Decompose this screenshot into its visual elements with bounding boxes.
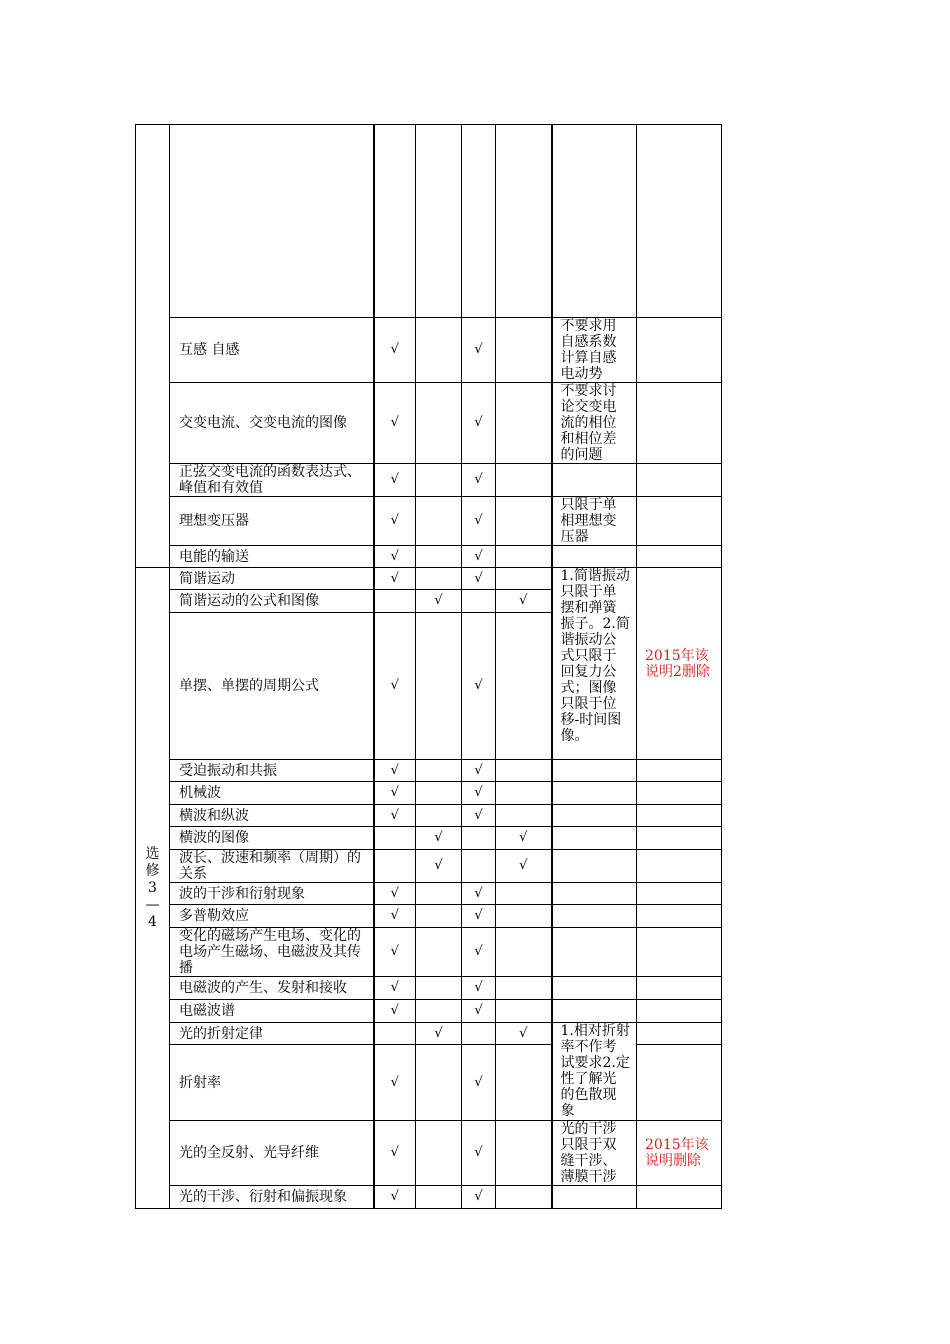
req-col-3: [462, 125, 496, 318]
topic-cell: 多普勒效应: [170, 905, 374, 928]
req-col-2: [416, 383, 462, 464]
req-col-4: [496, 782, 552, 805]
topic-cell: 横波和纵波: [170, 805, 374, 827]
table-row: [136, 1121, 722, 1186]
remark-cell: [637, 383, 722, 464]
req-col-1: √: [374, 760, 416, 782]
topic-cell: 简谐运动的公式和图像: [170, 590, 374, 613]
req-col-1: [374, 1023, 416, 1045]
note-cell: [552, 1000, 637, 1023]
table-row: [136, 546, 722, 568]
topic-cell: 交变电流、交变电流的图像: [170, 383, 374, 464]
req-col-1: [374, 827, 416, 850]
remark-cell: [637, 805, 722, 827]
req-col-3: √: [462, 977, 496, 1000]
remark-cell: [637, 497, 722, 546]
req-col-3: √: [462, 546, 496, 568]
topic-cell: 正弦交变电流的函数表达式、峰值和有效值: [170, 464, 374, 497]
note-cell: [552, 827, 637, 850]
req-col-1: √: [374, 883, 416, 905]
req-col-2: [416, 760, 462, 782]
req-col-2: [416, 546, 462, 568]
topic-cell: 受迫振动和共振: [170, 760, 374, 782]
note-cell: [552, 760, 637, 782]
req-col-3: √: [462, 883, 496, 905]
req-col-3: [462, 850, 496, 883]
remark-cell: [637, 546, 722, 568]
table-row: [136, 977, 722, 1000]
req-col-4: [496, 1186, 552, 1209]
note-cell: [552, 905, 637, 928]
req-col-3: √: [462, 464, 496, 497]
req-col-2: [416, 1121, 462, 1186]
req-col-1: √: [374, 497, 416, 546]
topic-cell: 电磁波谱: [170, 1000, 374, 1023]
remark-cell: [637, 1186, 722, 1209]
remark-cell: [637, 928, 722, 977]
remark-cell: [637, 318, 722, 383]
req-col-3: √: [462, 613, 496, 760]
table-row: [136, 125, 722, 318]
topic-cell: 简谐运动: [170, 568, 374, 590]
req-col-2: [416, 883, 462, 905]
req-col-4: √: [496, 850, 552, 883]
req-col-2: [416, 613, 462, 760]
req-col-2: √: [416, 827, 462, 850]
req-col-3: √: [462, 1000, 496, 1023]
req-col-3: √: [462, 805, 496, 827]
remark-cell: [637, 760, 722, 782]
remark-cell: [637, 1045, 722, 1121]
remark-cell: [637, 883, 722, 905]
req-col-1: √: [374, 977, 416, 1000]
syllabus-table: [135, 124, 722, 1209]
req-col-1: [374, 125, 416, 318]
note-cell: [552, 928, 637, 977]
req-col-2: [416, 1000, 462, 1023]
remark-cell: [637, 782, 722, 805]
req-col-3: √: [462, 782, 496, 805]
req-col-2: [416, 805, 462, 827]
remark-cell: [637, 464, 722, 497]
table-row: [136, 568, 722, 590]
req-col-2: [416, 928, 462, 977]
note-cell: [552, 782, 637, 805]
table-row: [136, 905, 722, 928]
table-row: [136, 850, 722, 883]
req-col-2: √: [416, 1023, 462, 1045]
req-col-4: [496, 1000, 552, 1023]
req-col-2: [416, 464, 462, 497]
req-col-4: [496, 805, 552, 827]
req-col-1: [374, 850, 416, 883]
req-col-3: √: [462, 1186, 496, 1209]
req-col-4: [496, 905, 552, 928]
table-row: [136, 1186, 722, 1209]
topic-cell: 电能的输送: [170, 546, 374, 568]
table-row: [136, 1000, 722, 1023]
remark-cell-interference: 2015年该说明删除: [637, 1121, 722, 1186]
section-label-cell: [136, 568, 170, 1209]
note-cell: [552, 883, 637, 905]
section-cell-continued: [136, 125, 170, 568]
req-col-2: [416, 1045, 462, 1121]
req-col-3: √: [462, 760, 496, 782]
req-col-3: √: [462, 1121, 496, 1186]
topic-cell: 变化的磁场产生电场、变化的电场产生磁场、电磁波及其传播: [170, 928, 374, 977]
req-col-2: [416, 318, 462, 383]
req-col-4: [496, 318, 552, 383]
req-col-4: [496, 568, 552, 590]
req-col-1: √: [374, 782, 416, 805]
req-col-4: √: [496, 827, 552, 850]
req-col-4: [496, 125, 552, 318]
req-col-1: √: [374, 1186, 416, 1209]
req-col-3: √: [462, 568, 496, 590]
table-row: [136, 383, 722, 464]
req-col-1: √: [374, 318, 416, 383]
req-col-2: [416, 782, 462, 805]
note-cell: [552, 546, 637, 568]
topic-cell: 光的折射定律: [170, 1023, 374, 1045]
note-cell: 只限于单相理想变压器: [552, 497, 637, 546]
req-col-3: √: [462, 318, 496, 383]
req-col-4: [496, 977, 552, 1000]
topic-cell: 电磁波的产生、发射和接收: [170, 977, 374, 1000]
topic-cell: 互感 自感: [170, 318, 374, 383]
req-col-4: [496, 760, 552, 782]
table-row: [136, 928, 722, 977]
req-col-1: √: [374, 1045, 416, 1121]
req-col-4: [496, 928, 552, 977]
remark-cell: [637, 977, 722, 1000]
syllabus-table-page: [135, 124, 721, 1207]
note-cell-vibration: 1.简谐振动只限于单摆和弹簧振子。2.简谐振动公式只限于回复力公式；图像只限于位移-时间图像。: [552, 568, 637, 760]
topic-cell: 理想变压器: [170, 497, 374, 546]
note-cell-interference: 光的干涉只限于双缝干涉、薄膜干涉: [552, 1121, 637, 1186]
note-cell: [552, 1186, 637, 1209]
note-cell: 不要求讨论交变电流的相位和相位差的问题: [552, 383, 637, 464]
req-col-3: √: [462, 928, 496, 977]
table-row: [136, 464, 722, 497]
req-col-2: [416, 125, 462, 318]
topic-cell: 光的干涉、衍射和偏振现象: [170, 1186, 374, 1209]
req-col-2: √: [416, 590, 462, 613]
req-col-4: [496, 1045, 552, 1121]
remark-cell-vibration: 2015年该说明2删除: [637, 568, 722, 760]
req-col-1: √: [374, 464, 416, 497]
remark-cell: [637, 905, 722, 928]
topic-cell: 光的全反射、光导纤维: [170, 1121, 374, 1186]
req-col-2: [416, 1186, 462, 1209]
req-col-4: √: [496, 1023, 552, 1045]
req-col-3: √: [462, 497, 496, 546]
req-col-1: √: [374, 1000, 416, 1023]
req-col-4: √: [496, 590, 552, 613]
req-col-1: [374, 590, 416, 613]
req-col-4: [496, 613, 552, 760]
req-col-4: [496, 464, 552, 497]
req-col-3: √: [462, 1045, 496, 1121]
req-col-4: [496, 546, 552, 568]
table-row: [136, 497, 722, 546]
note-cell-refraction: 1.相对折射率不作考试要求2.定性了解光的色散现象: [552, 1023, 637, 1121]
remark-cell: [637, 1000, 722, 1023]
remark-cell: [637, 850, 722, 883]
req-col-4: [496, 883, 552, 905]
table-row: [136, 782, 722, 805]
req-col-2: [416, 497, 462, 546]
table-row: [136, 760, 722, 782]
topic-cell: 横波的图像: [170, 827, 374, 850]
req-col-2: [416, 905, 462, 928]
note-cell: 不要求用自感系数计算自感电动势: [552, 318, 637, 383]
remark-cell: [637, 827, 722, 850]
table-row: [136, 805, 722, 827]
req-col-3: √: [462, 905, 496, 928]
remark-cell: [637, 1023, 722, 1045]
req-col-2: √: [416, 850, 462, 883]
topic-cell: [170, 125, 374, 318]
req-col-4: [496, 1121, 552, 1186]
topic-cell: 波的干涉和衍射现象: [170, 883, 374, 905]
note-cell: [552, 125, 637, 318]
note-cell: [552, 977, 637, 1000]
req-col-1: √: [374, 546, 416, 568]
req-col-1: √: [374, 613, 416, 760]
table-row: [136, 318, 722, 383]
req-col-2: [416, 568, 462, 590]
req-col-4: [496, 383, 552, 464]
req-col-1: √: [374, 905, 416, 928]
req-col-3: [462, 590, 496, 613]
note-cell: [552, 464, 637, 497]
req-col-1: √: [374, 568, 416, 590]
topic-cell: 机械波: [170, 782, 374, 805]
note-cell: [552, 850, 637, 883]
req-col-3: [462, 1023, 496, 1045]
req-col-1: √: [374, 805, 416, 827]
table-row: [136, 827, 722, 850]
req-col-1: √: [374, 928, 416, 977]
topic-cell: 折射率: [170, 1045, 374, 1121]
remark-cell: [637, 125, 722, 318]
topic-cell: 波长、波速和频率（周期）的关系: [170, 850, 374, 883]
req-col-4: [496, 497, 552, 546]
req-col-1: √: [374, 383, 416, 464]
note-cell: [552, 805, 637, 827]
req-col-3: [462, 827, 496, 850]
table-row: [136, 1023, 722, 1045]
topic-cell: 单摆、单摆的周期公式: [170, 613, 374, 760]
req-col-2: [416, 977, 462, 1000]
req-col-3: √: [462, 383, 496, 464]
table-row: [136, 883, 722, 905]
req-col-1: √: [374, 1121, 416, 1186]
section-label: 选修3—4: [145, 845, 160, 930]
